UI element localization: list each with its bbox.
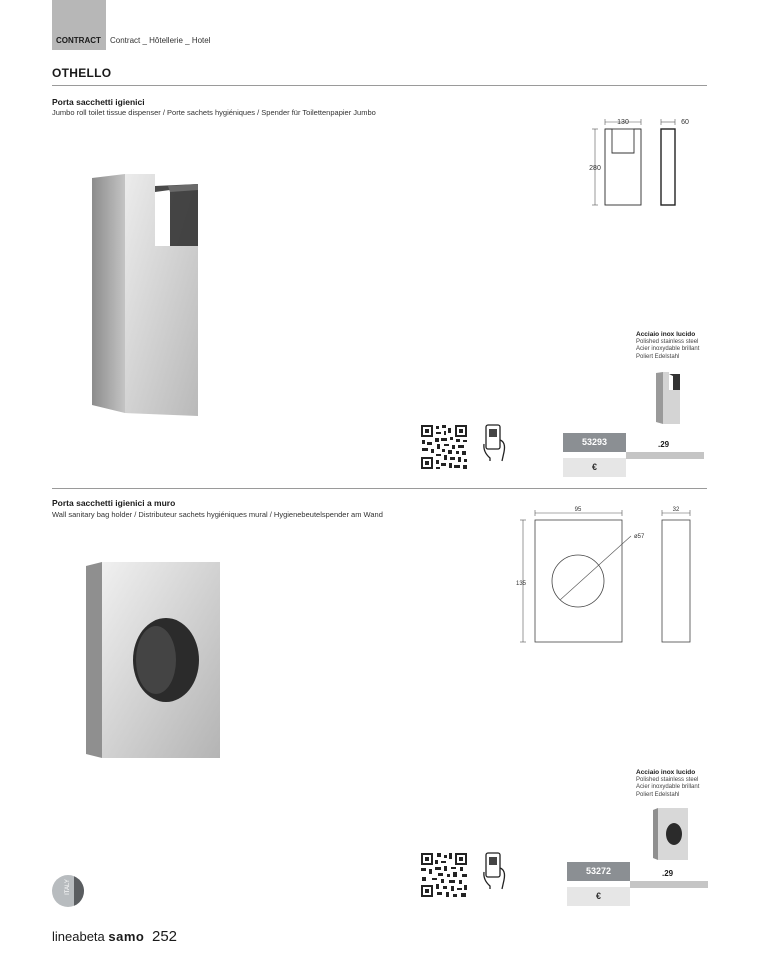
- phone-scan-icon: [482, 852, 508, 890]
- flag-stripe: [74, 875, 84, 907]
- footer: [52, 928, 177, 945]
- product-2-subtitle: Wall sanitary bag holder / Distributeur sachets hygiéniques mural / Hygienebeutelspender am Wand: [52, 510, 383, 519]
- finish-line: Polished stainless steel: [636, 776, 699, 783]
- product-1-photo: [80, 170, 220, 430]
- product-1-thumbnail: [653, 370, 685, 426]
- qr-code-icon[interactable]: [420, 424, 468, 470]
- product-2-photo: [80, 558, 225, 763]
- finish-line: Poliert Edelstahl: [636, 791, 680, 798]
- dim-diameter-label: ø57: [634, 534, 645, 540]
- price-bar: [626, 452, 704, 459]
- price-bar: [630, 881, 708, 888]
- product-2-price: .29: [662, 869, 674, 878]
- series-title: OTHELLO: [52, 66, 112, 80]
- title-divider: [52, 85, 707, 86]
- breadcrumb: Contract _ Hôtellerie _ Hotel: [110, 36, 211, 45]
- finish-title: Acciaio inox lucido: [636, 331, 696, 338]
- finish-title: Acciaio inox lucido: [636, 769, 696, 776]
- footer-brand: samo: [108, 929, 145, 944]
- product-1-currency: €: [563, 458, 626, 477]
- dim-depth-label: 32: [672, 507, 680, 513]
- italy-badge-label: ITALY: [65, 879, 71, 895]
- dim-height-label: 280: [589, 165, 601, 172]
- finish-line: Poliert Edelstahl: [636, 353, 680, 360]
- product-1-finish: [636, 331, 699, 361]
- phone-scan-icon: [482, 424, 508, 462]
- finish-line: Polished stainless steel: [636, 338, 699, 345]
- page-number: 252: [152, 928, 178, 945]
- product-divider: [52, 488, 707, 489]
- dim-width-label: 130: [617, 119, 629, 126]
- product-2-title: Porta sacchetti igienici a muro: [52, 498, 176, 508]
- product-1-code: 53293: [563, 433, 626, 452]
- product-1-subtitle: Jumbo roll toilet tissue dispenser / Porte sachets hygiéniques / Spender für Toilettenpapier Jumbo: [52, 108, 376, 117]
- dim-height-label: 135: [515, 581, 527, 587]
- finish-line: Acier inoxydable brillant: [636, 346, 700, 352]
- product-1-price: .29: [658, 440, 670, 449]
- qr-code-icon[interactable]: [420, 852, 468, 898]
- product-2-currency: €: [567, 887, 630, 906]
- product-1-technical-drawing: [585, 115, 700, 215]
- dim-depth-label: 60: [681, 119, 689, 126]
- product-1-title: Porta sacchetti igienici: [52, 97, 145, 107]
- product-2-finish: [636, 769, 699, 799]
- product-2-code: 53272: [567, 862, 630, 881]
- product-2-technical-drawing: [510, 503, 700, 648]
- footer-line-name: lineabeta: [52, 929, 105, 944]
- dim-width-label: 95: [574, 507, 582, 513]
- product-2-thumbnail: [651, 806, 691, 862]
- finish-line: Acier inoxydable brillant: [636, 784, 700, 790]
- section-tab-label: CONTRACT: [56, 36, 101, 45]
